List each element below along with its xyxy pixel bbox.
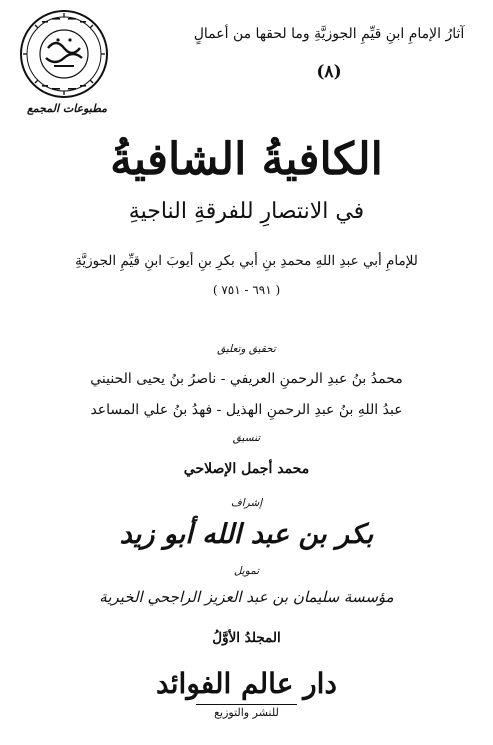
publisher-name: دار عالم الفوائد	[156, 667, 337, 700]
editors-line-2: عبدُ اللهِ بنُ عبدِ الرحمنِ الهذيل - فهدُ بنُ علي المساعد	[90, 402, 403, 418]
publisher-rule	[196, 704, 297, 705]
academy-seal-emblem	[18, 8, 110, 100]
series-number: (٨)	[316, 62, 342, 82]
editors-line-1: محمدُ بنُ عبدِ الرحمنِ العريفي - ناصرُ بنُ يحيى الحنيني	[90, 371, 403, 387]
series-title: آثارُ الإمامِ ابنِ قيِّمِ الجوزيَّةِ وما لحقها من أعمالٍ	[193, 26, 465, 42]
supervision-label: إشراف	[230, 497, 263, 509]
editing-label: تحقيق وتعليق	[217, 343, 276, 355]
book-title: الكافيةُ الشافيةُ	[110, 134, 383, 185]
publisher-label: مطبوعات المجمع	[26, 102, 108, 115]
publisher-tagline: للنشر والتوزيع	[214, 706, 279, 719]
supervisor-name: بكر بن عبد الله أبو زيد	[119, 519, 374, 550]
coordinator-name: محمد أجمل الإصلاحي	[183, 461, 310, 477]
author-dates: ( ٦٩١ - ٧٥١ )	[212, 283, 281, 297]
book-subtitle: في الانتصارِ للفرقةِ الناجيةِ	[128, 199, 365, 224]
funding-label: تمويل	[233, 565, 260, 577]
author-line: للإمامِ أبي عبدِ اللهِ محمدِ بنِ أبي بكرِ بنِ أيوبَ ابنِ قيِّمِ الجوزيَّةِ	[75, 253, 418, 269]
coordination-label: تنسيق	[232, 432, 261, 444]
funder-name: مؤسسة سليمان بن عبد العزيز الراجحي الخيرية	[99, 588, 394, 606]
volume-label: المجلدُ الأوَّلُ	[212, 630, 281, 646]
